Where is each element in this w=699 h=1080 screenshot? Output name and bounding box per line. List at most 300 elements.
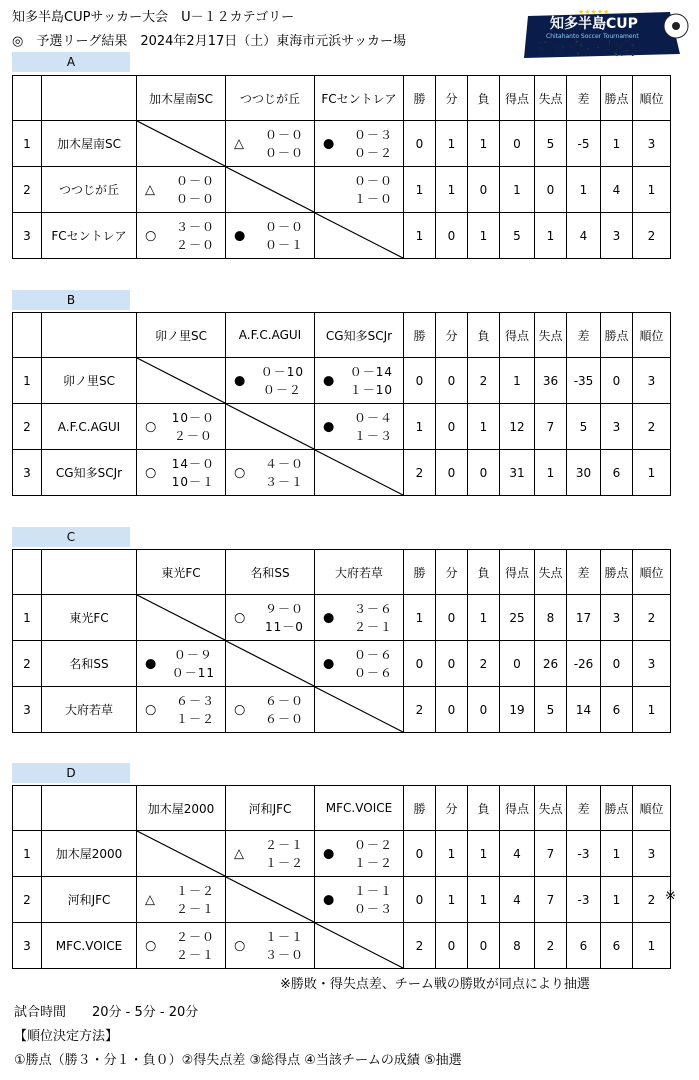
table-row <box>13 641 671 687</box>
row-number: 2 <box>13 404 42 450</box>
stat-rank: 1 <box>633 450 671 496</box>
self-match-cell <box>226 404 315 450</box>
stat-draw: 1 <box>436 831 468 877</box>
result-mark: ○ <box>145 419 157 434</box>
column-header-win: 勝 <box>404 550 436 595</box>
match-score <box>265 455 304 491</box>
stat-draw: 0 <box>436 450 468 496</box>
stat-loss: 0 <box>468 687 500 733</box>
stat-pts: 6 <box>601 450 633 496</box>
second-half-score: １－２ <box>353 855 393 870</box>
stat-diff: -3 <box>567 877 601 923</box>
column-header-loss: 負 <box>468 550 500 595</box>
second-half-score: ３－１ <box>264 474 304 489</box>
column-header-win: 勝 <box>404 76 436 121</box>
table-header-row <box>13 76 671 121</box>
column-team-header: つつじが丘 <box>226 76 315 121</box>
group-table <box>12 75 671 259</box>
second-half-score: ０－１ <box>264 237 304 252</box>
column-header-ga: 失点 <box>535 313 567 358</box>
result-mark: ● <box>323 373 335 388</box>
column-header-gf: 得点 <box>500 550 535 595</box>
match-result-cell <box>315 167 404 213</box>
row-team-name: A.F.C.AGUI <box>42 404 137 450</box>
match-result-cell <box>137 450 226 496</box>
stat-draw: 0 <box>436 641 468 687</box>
match-result-cell <box>137 404 226 450</box>
stat-ga: 5 <box>535 687 567 733</box>
stat-draw: 0 <box>436 213 468 259</box>
stat-draw: 1 <box>436 167 468 213</box>
match-result-cell <box>137 877 226 923</box>
stat-rank: 1 <box>633 687 671 733</box>
match-score <box>354 126 393 162</box>
self-match-cell <box>315 923 404 969</box>
result-mark: ○ <box>234 702 246 717</box>
column-header-ga: 失点 <box>535 786 567 831</box>
column-header-win: 勝 <box>404 313 436 358</box>
first-half-score: １－１ <box>264 929 304 944</box>
stat-gf: 25 <box>500 595 535 641</box>
stat-pts: 0 <box>601 358 633 404</box>
stat-pts: 3 <box>601 404 633 450</box>
tiebreak-note: ※勝敗・得失点差、チーム戦の勝敗が同点により抽選 <box>280 977 590 992</box>
second-half-score: ０－０ <box>175 191 215 206</box>
row-team-name: MFC.VOICE <box>42 923 137 969</box>
column-team-header: 大府若草 <box>315 550 404 595</box>
match-score <box>261 363 304 399</box>
stat-diff: 1 <box>567 167 601 213</box>
column-header-rank: 順位 <box>633 313 671 358</box>
column-team-header: A.F.C.AGUI <box>226 313 315 358</box>
table-header-row <box>13 786 671 831</box>
column-header-diff: 差 <box>567 313 601 358</box>
stat-ga: 1 <box>535 450 567 496</box>
stat-rank: 2 <box>633 595 671 641</box>
stat-pts: 1 <box>601 121 633 167</box>
table-row <box>13 121 671 167</box>
column-header-draw: 分 <box>436 550 468 595</box>
match-score <box>265 836 304 872</box>
second-half-score: ０－０ <box>264 145 304 160</box>
match-score <box>172 455 215 491</box>
row-number: 1 <box>13 121 42 167</box>
stat-win: 1 <box>404 404 436 450</box>
group-label: B <box>12 290 130 310</box>
match-score <box>265 126 304 162</box>
second-half-score: ０－３ <box>353 901 393 916</box>
stat-diff: 6 <box>567 923 601 969</box>
match-score <box>265 928 304 964</box>
match-result-cell <box>315 831 404 877</box>
first-half-score: ４－０ <box>264 456 304 471</box>
stat-gf: 1 <box>500 358 535 404</box>
column-team-header: 加木屋2000 <box>137 786 226 831</box>
match-result-cell <box>226 358 315 404</box>
first-half-score: ０－３ <box>353 127 393 142</box>
second-half-score: １－２ <box>175 711 215 726</box>
stat-ga: 1 <box>535 213 567 259</box>
result-mark: ○ <box>145 702 157 717</box>
svg-text:★★★★★: ★★★★★ <box>578 8 610 16</box>
stat-gf: 1 <box>500 167 535 213</box>
row-team-name: 河和JFC <box>42 877 137 923</box>
self-match-cell <box>226 877 315 923</box>
match-result-cell <box>226 213 315 259</box>
column-team-header: 東光FC <box>137 550 226 595</box>
stat-ga: 26 <box>535 641 567 687</box>
header-blank <box>13 76 42 121</box>
diagonal-line <box>137 358 225 403</box>
result-mark: ● <box>234 373 246 388</box>
diagonal-line <box>137 595 225 640</box>
row-number: 1 <box>13 358 42 404</box>
column-header-draw: 分 <box>436 76 468 121</box>
stat-loss: 1 <box>468 831 500 877</box>
row-team-name: 卯ノ里SC <box>42 358 137 404</box>
match-result-cell <box>315 877 404 923</box>
column-header-ga: 失点 <box>535 550 567 595</box>
row-number: 3 <box>13 687 42 733</box>
stat-loss: 2 <box>468 641 500 687</box>
match-result-cell <box>137 641 226 687</box>
stat-diff: -3 <box>567 831 601 877</box>
row-number: 2 <box>13 877 42 923</box>
table-row <box>13 687 671 733</box>
match-score <box>350 363 393 399</box>
first-half-score: ０－０ <box>264 219 304 234</box>
stat-ga: 8 <box>535 595 567 641</box>
stat-pts: 1 <box>601 831 633 877</box>
row-number: 3 <box>13 213 42 259</box>
table-row <box>13 213 671 259</box>
stat-diff: -35 <box>567 358 601 404</box>
diagonal-line <box>226 641 314 686</box>
stat-draw: 0 <box>436 358 468 404</box>
result-mark: ● <box>234 228 246 243</box>
diagonal-line <box>315 450 403 495</box>
row-team-name: 名和SS <box>42 641 137 687</box>
group-table <box>12 785 671 969</box>
page-title: 知多半島CUPサッカー大会 U－１２カテゴリー <box>12 10 295 25</box>
stat-gf: 0 <box>500 641 535 687</box>
column-header-diff: 差 <box>567 76 601 121</box>
second-half-score: ６－０ <box>264 711 304 726</box>
second-half-score: ０－11 <box>171 665 215 680</box>
match-score <box>176 928 215 964</box>
match-result-cell <box>315 121 404 167</box>
group-label: C <box>12 527 130 547</box>
second-half-score: ０－２ <box>353 145 393 160</box>
stat-pts: 6 <box>601 923 633 969</box>
stat-diff: -26 <box>567 641 601 687</box>
diagonal-line <box>226 877 314 922</box>
table-row <box>13 831 671 877</box>
match-score <box>176 882 215 918</box>
column-team-header: 名和SS <box>226 550 315 595</box>
stat-pts: 3 <box>601 213 633 259</box>
column-header-pts: 勝点 <box>601 313 633 358</box>
stat-pts: 6 <box>601 687 633 733</box>
self-match-cell <box>226 167 315 213</box>
match-result-cell <box>226 121 315 167</box>
diagonal-line <box>226 404 314 449</box>
first-half-score: ０－６ <box>353 647 393 662</box>
column-header-loss: 負 <box>468 313 500 358</box>
row-number: 3 <box>13 923 42 969</box>
stat-diff: 4 <box>567 213 601 259</box>
first-half-score: ６－０ <box>264 693 304 708</box>
column-header-diff: 差 <box>567 786 601 831</box>
match-score <box>265 692 304 728</box>
match-score <box>172 646 215 682</box>
match-result-cell <box>315 595 404 641</box>
table-row <box>13 923 671 969</box>
result-mark: ● <box>323 892 335 907</box>
first-half-score: ０－14 <box>349 364 393 379</box>
tournament-logo <box>520 6 690 62</box>
stat-draw: 0 <box>436 923 468 969</box>
match-score <box>354 600 393 636</box>
stat-draw: 1 <box>436 877 468 923</box>
table-row <box>13 450 671 496</box>
column-header-pts: 勝点 <box>601 76 633 121</box>
header-blank <box>13 786 42 831</box>
table-row <box>13 404 671 450</box>
result-mark: ○ <box>145 228 157 243</box>
row-team-name: 大府若草 <box>42 687 137 733</box>
match-result-cell <box>315 358 404 404</box>
diagonal-line <box>137 121 225 166</box>
first-half-score: ３－６ <box>353 601 393 616</box>
diagonal-line <box>315 687 403 732</box>
stat-win: 1 <box>404 167 436 213</box>
first-half-score: ２－１ <box>264 837 304 852</box>
first-half-score: ６－３ <box>175 693 215 708</box>
stat-win: 1 <box>404 595 436 641</box>
column-header-diff: 差 <box>567 550 601 595</box>
first-half-score: ９－０ <box>264 601 304 616</box>
match-result-cell <box>137 213 226 259</box>
svg-text:Chitahanto Soccer Tournament: Chitahanto Soccer Tournament <box>546 33 639 40</box>
stat-rank: 2 <box>633 213 671 259</box>
second-half-score: ２－１ <box>175 947 215 962</box>
match-score <box>265 600 304 636</box>
table-row <box>13 167 671 213</box>
column-team-header: CG知多SCJr <box>315 313 404 358</box>
second-half-score: １－10 <box>349 382 393 397</box>
second-half-score: ２－１ <box>353 619 393 634</box>
header-blank <box>13 313 42 358</box>
svg-text:知多半島CUP: 知多半島CUP <box>550 16 638 32</box>
stat-draw: 1 <box>436 121 468 167</box>
stat-rank: 3 <box>633 358 671 404</box>
self-match-cell <box>226 641 315 687</box>
column-team-header: MFC.VOICE <box>315 786 404 831</box>
stat-rank: 3 <box>633 121 671 167</box>
stat-rank: 2 <box>633 404 671 450</box>
svg-text:サッカー大会: サッカー大会 <box>534 39 636 59</box>
header-blank <box>42 786 137 831</box>
header-blank <box>13 550 42 595</box>
second-half-score: ３－０ <box>264 947 304 962</box>
row-team-name: CG知多SCJr <box>42 450 137 496</box>
first-half-score: ０－10 <box>260 364 304 379</box>
diagonal-line <box>315 213 403 258</box>
match-result-cell <box>137 687 226 733</box>
match-result-cell <box>226 595 315 641</box>
match-result-cell <box>226 450 315 496</box>
match-result-cell <box>226 923 315 969</box>
result-mark: △ <box>234 846 244 861</box>
first-half-score: ０－９ <box>173 647 213 662</box>
stat-loss: 1 <box>468 877 500 923</box>
column-header-gf: 得点 <box>500 313 535 358</box>
first-half-score: ０－４ <box>353 410 393 425</box>
column-team-header: 卯ノ里SC <box>137 313 226 358</box>
header-blank <box>42 550 137 595</box>
stat-loss: 0 <box>468 167 500 213</box>
match-result-cell <box>315 641 404 687</box>
header-blank <box>42 76 137 121</box>
stat-win: 2 <box>404 923 436 969</box>
stat-rank: 1 <box>633 167 671 213</box>
match-score <box>176 218 215 254</box>
stat-pts: 1 <box>601 877 633 923</box>
stat-draw: 0 <box>436 404 468 450</box>
self-match-cell <box>137 595 226 641</box>
result-mark: ● <box>323 610 335 625</box>
first-half-score: ０－０ <box>264 127 304 142</box>
row-number: 2 <box>13 641 42 687</box>
diagonal-line <box>315 923 403 968</box>
second-half-score: １－２ <box>264 855 304 870</box>
stat-ga: 7 <box>535 877 567 923</box>
stat-diff: 14 <box>567 687 601 733</box>
match-result-cell <box>226 687 315 733</box>
stat-gf: 4 <box>500 831 535 877</box>
row-team-name: 加木屋2000 <box>42 831 137 877</box>
stat-draw: 0 <box>436 595 468 641</box>
match-score <box>354 882 393 918</box>
result-mark: ○ <box>234 938 246 953</box>
row-number: 2 <box>13 167 42 213</box>
result-mark: △ <box>145 182 155 197</box>
stat-loss: 1 <box>468 404 500 450</box>
stat-gf: 12 <box>500 404 535 450</box>
result-mark: ○ <box>234 465 246 480</box>
ranking-method-title: 【順位決定方法】 <box>14 1029 119 1044</box>
row-team-name: 東光FC <box>42 595 137 641</box>
stat-loss: 1 <box>468 121 500 167</box>
match-score <box>176 172 215 208</box>
result-mark: △ <box>234 136 244 151</box>
column-team-header: 河和JFC <box>226 786 315 831</box>
stat-loss: 0 <box>468 923 500 969</box>
match-result-cell <box>137 167 226 213</box>
self-match-cell <box>315 687 404 733</box>
self-match-cell <box>315 213 404 259</box>
match-score <box>354 646 393 682</box>
stat-loss: 1 <box>468 213 500 259</box>
match-result-cell <box>226 831 315 877</box>
row-number: 1 <box>13 831 42 877</box>
stat-win: 2 <box>404 687 436 733</box>
stat-loss: 2 <box>468 358 500 404</box>
table-header-row <box>13 550 671 595</box>
stat-rank: 3 <box>633 641 671 687</box>
match-result-cell <box>137 923 226 969</box>
column-team-header: FCセントレア <box>315 76 404 121</box>
stat-gf: 31 <box>500 450 535 496</box>
group-table <box>12 312 671 496</box>
result-mark: ● <box>323 846 335 861</box>
stat-gf: 19 <box>500 687 535 733</box>
stat-rank: 3 <box>633 831 671 877</box>
stat-pts: 0 <box>601 641 633 687</box>
match-score <box>265 218 304 254</box>
first-half-score: ０－２ <box>353 837 393 852</box>
stat-win: 1 <box>404 213 436 259</box>
stat-win: 0 <box>404 358 436 404</box>
stat-loss: 0 <box>468 450 500 496</box>
column-header-ga: 失点 <box>535 76 567 121</box>
group-table <box>12 549 671 733</box>
first-half-score: ０－０ <box>353 173 393 188</box>
stat-ga: 5 <box>535 121 567 167</box>
header-blank <box>42 313 137 358</box>
stat-win: 0 <box>404 831 436 877</box>
first-half-score: 10－０ <box>171 410 215 425</box>
diagonal-line <box>137 831 225 876</box>
result-mark: ● <box>323 136 335 151</box>
stat-diff: 30 <box>567 450 601 496</box>
table-row <box>13 358 671 404</box>
row-number: 1 <box>13 595 42 641</box>
second-half-score: １－３ <box>353 428 393 443</box>
tiebreak-mark: ※ <box>665 889 676 904</box>
self-match-cell <box>137 358 226 404</box>
stat-loss: 1 <box>468 595 500 641</box>
second-half-score: ０－２ <box>262 382 302 397</box>
stat-win: 0 <box>404 641 436 687</box>
stat-ga: 2 <box>535 923 567 969</box>
first-half-score: 14－０ <box>171 456 215 471</box>
match-time: 試合時間 20分 - 5分 - 20分 <box>14 1005 199 1020</box>
stat-gf: 4 <box>500 877 535 923</box>
first-half-score: ３－０ <box>175 219 215 234</box>
match-score <box>172 409 215 445</box>
stat-rank: 1 <box>633 923 671 969</box>
second-half-score: ２－１ <box>175 901 215 916</box>
column-header-loss: 負 <box>468 786 500 831</box>
stat-diff: -5 <box>567 121 601 167</box>
stat-win: 2 <box>404 450 436 496</box>
self-match-cell <box>137 831 226 877</box>
row-team-name: FCセントレア <box>42 213 137 259</box>
stat-gf: 0 <box>500 121 535 167</box>
stat-diff: 17 <box>567 595 601 641</box>
group-label: A <box>12 52 130 72</box>
result-mark: ○ <box>145 938 157 953</box>
column-header-rank: 順位 <box>633 550 671 595</box>
first-half-score: ２－０ <box>175 929 215 944</box>
row-team-name: つつじが丘 <box>42 167 137 213</box>
match-score <box>176 692 215 728</box>
row-team-name: 加木屋南SC <box>42 121 137 167</box>
stat-pts: 4 <box>601 167 633 213</box>
column-header-gf: 得点 <box>500 786 535 831</box>
